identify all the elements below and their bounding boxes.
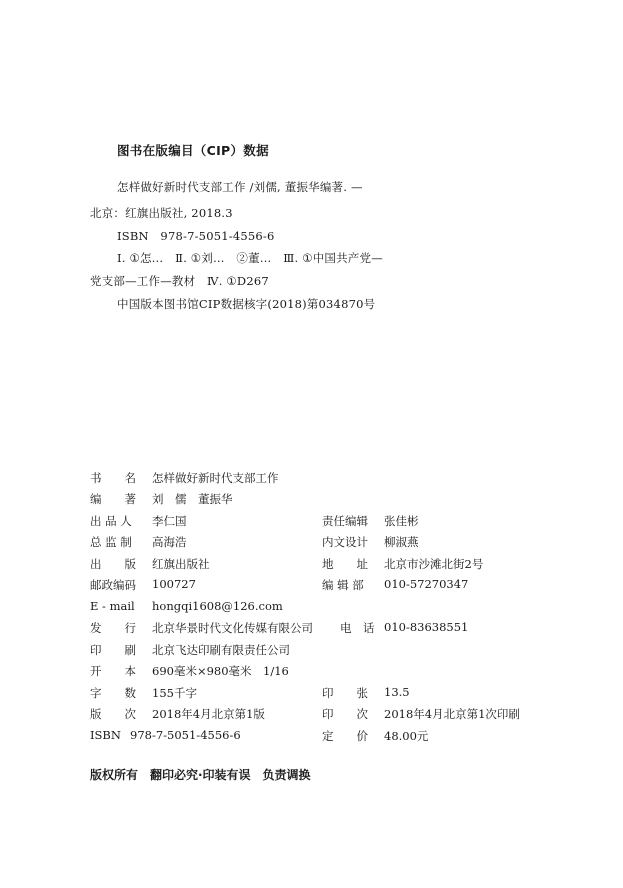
- publisher-person-value: 李仁国: [152, 514, 187, 528]
- info-row: [90, 577, 550, 595]
- isbn-label: ISBN: [90, 728, 121, 742]
- authors-label: 编 著: [90, 492, 136, 506]
- sheets-value: 13.5: [384, 685, 410, 699]
- cip-title: 图书在版编目（CIP）数据: [117, 143, 269, 158]
- words-label: 字 数: [90, 686, 136, 700]
- authors-value: 刘 儒 董振华: [152, 492, 233, 506]
- distribution-value: 北京华景时代文化传媒有限公司: [152, 621, 313, 635]
- info-row: [90, 556, 550, 574]
- book-title-label: 书 名: [90, 471, 136, 485]
- design-value: 柳淑燕: [384, 535, 419, 549]
- info-row: [90, 728, 550, 746]
- info-row: [90, 706, 550, 724]
- print-run-label: 印 次: [322, 707, 368, 721]
- edition-label: 版 次: [90, 707, 136, 721]
- supervisor-value: 高海浩: [152, 535, 187, 549]
- printing-label: 印 刷: [90, 643, 136, 657]
- edit-dept-value: 010-57270347: [384, 577, 469, 591]
- editor-label: 责任编辑: [322, 514, 368, 528]
- phone-value: 010-83638551: [384, 620, 469, 634]
- format-value: 690毫米×980毫米 1/16: [152, 664, 289, 678]
- design-label: 内文设计: [322, 535, 368, 549]
- email-label: E - mail: [90, 599, 135, 613]
- cip-line: 党支部—工作—教材 Ⅳ. ①D267: [90, 274, 269, 288]
- address-value: 北京市沙滩北街2号: [384, 557, 484, 571]
- cip-line: 中国版本图书馆CIP数据核字(2018)第034870号: [117, 297, 376, 311]
- format-label: 开 本: [90, 664, 136, 678]
- cip-line: 北京：红旗出版社, 2018.3: [90, 206, 233, 220]
- publisher-person-label: 出 品 人: [90, 514, 132, 528]
- postcode-label: 邮政编码: [90, 578, 136, 592]
- address-label: 地 址: [322, 557, 368, 571]
- isbn-value: 978-7-5051-4556-6: [130, 728, 241, 742]
- publisher-label: 出 版: [90, 557, 136, 571]
- cip-line: 怎样做好新时代支部工作 /刘儒, 董振华编著. —: [117, 180, 363, 194]
- words-value: 155千字: [152, 686, 197, 700]
- edition-value: 2018年4月北京第1版: [152, 707, 265, 721]
- price-value: 48.00元: [384, 729, 429, 743]
- email-value: hongqi1608@126.com: [152, 599, 283, 613]
- info-row: [90, 599, 550, 617]
- book-title-value: 怎样做好新时代支部工作: [152, 471, 279, 485]
- postcode-value: 100727: [152, 577, 196, 591]
- publisher-value: 红旗出版社: [152, 557, 210, 571]
- print-run-value: 2018年4月北京第1次印刷: [384, 707, 520, 721]
- info-row: [90, 620, 550, 638]
- price-label: 定 价: [322, 729, 368, 743]
- info-row: [90, 685, 550, 703]
- phone-label: 电 话: [340, 621, 375, 635]
- editor-value: 张佳彬: [384, 514, 419, 528]
- info-row: [90, 642, 550, 660]
- sheets-label: 印 张: [322, 686, 368, 700]
- info-row: [90, 491, 550, 509]
- printing-value: 北京飞达印刷有限责任公司: [152, 643, 290, 657]
- cip-line: Ⅰ. ①怎… Ⅱ. ①刘… ②董… Ⅲ. ①中国共产党—: [117, 251, 383, 265]
- distribution-label: 发 行: [90, 621, 136, 635]
- info-row: [90, 470, 550, 488]
- edit-dept-label: 编 辑 部: [322, 578, 364, 592]
- info-row: [90, 513, 550, 531]
- info-row: [90, 534, 550, 552]
- rights-notice: 版权所有 翻印必究·印装有误 负责调换: [90, 768, 311, 782]
- supervisor-label: 总 监 制: [90, 535, 132, 549]
- info-row: [90, 663, 550, 681]
- cip-line: ISBN 978-7-5051-4556-6: [117, 229, 275, 243]
